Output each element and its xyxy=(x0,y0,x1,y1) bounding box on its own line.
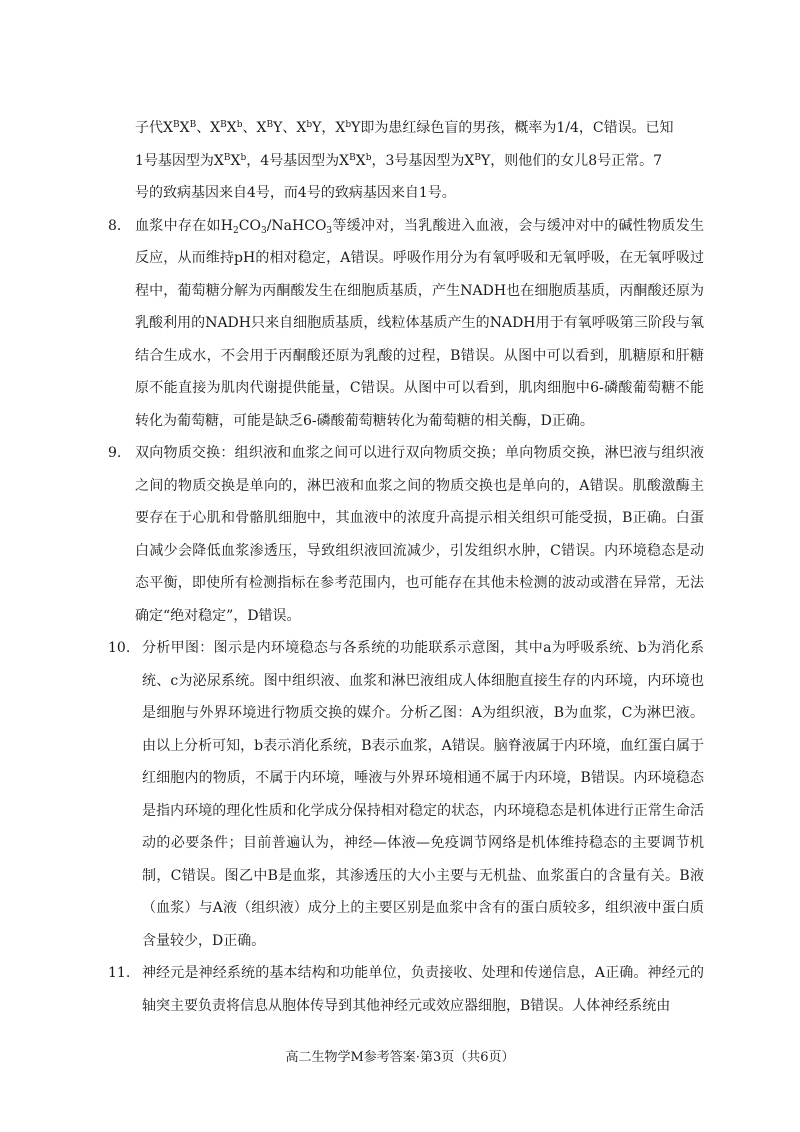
answer-item-9 xyxy=(108,437,704,632)
item-text: 分析甲图：图示是内环境稳态与各系统的功能联系示意图，其中a为呼吸系统、b为消化系统、c为泌尿系统。图中组织液、血浆和淋巴液组成人体细胞直接生存的内环境，内环境也是细胞与外界环境进行物质交换的媒介。分析乙图：A为组织液，B为血浆，C为淋巴液。由以上分析可知，b表示消化系统，B表示血浆，A错误。脑脊液属于内环境，血红蛋白属于红细胞内的物质，不属于内环境，唾液与外界环境相通不属于内环境，B错误。内环境稳态是指内环境的理化性质和化学成分保持相对稳定的状态，内环境稳态是机体进行正常生命活动的必要条件；目前普遍认为，神经—体液—免疫调节网络是机体维持稳态的主要调节机制，C错误。图乙中B是血浆，其渗透压的大小主要与无机盐、血浆蛋白的含量有关。B液（血浆）与A液（组织液）成分上的主要区别是血浆中含有的蛋白质较多，组织液中蛋白质含量较少，D正确。 xyxy=(142,640,704,949)
answer-item-11 xyxy=(108,957,704,1022)
answer-content xyxy=(108,112,704,1022)
answer-item-10 xyxy=(108,632,704,957)
page-footer: 高二生物学M参考答案·第3页（共6页） xyxy=(285,1050,515,1065)
answer-item-8 xyxy=(108,210,704,438)
item-number: 9. xyxy=(108,445,122,461)
item-text: 血浆中存在如$H_2CO_3/NaHCO_3$等缓冲对，当乳酸进入血液，会与缓冲对中的碱性物质发生反应，从而维持pH的相对稳定，A错误。呼吸作用分为有氧呼吸和无氧呼吸，在无氧呼吸过程中，葡萄糖分解为丙酮酸发生在细胞质基质，产生NADH也在细胞质基质，丙酮酸还原为乳酸利用的NADH只来自细胞质基质，线粒体基质产生的NADH用于有氧呼吸第三阶段与氧结合生成水，不会用于丙酮酸还原为乳酸的过程，B错误。从图中可以看到，肌糖原和肝糖原不能直接为肌肉代谢提供能量，C错误。从图中可以看到，肌肉细胞中6-磷酸葡萄糖不能转化为葡萄糖，可能是缺乏6-磷酸葡萄糖转化为葡萄糖的相关酶，D正确。 xyxy=(135,217,705,429)
item-text: 双向物质交换：组织液和血浆之间可以进行双向物质交换；单向物质交换，淋巴液与组织液之间的物质交换是单向的，淋巴液和血浆之间的物质交换也是单向的，A错误。肌酸激酶主要存在于心肌和骨骼肌细胞中，其血液中的浓度升高提示相关组织可能受损，B正确。白蛋白减少会降低血浆渗透压，导致组织液回流减少，引发组织水肿，C错误。内环境稳态是动态平衡，即使所有检测指标在参考范围内，也可能存在其他未检测的波动或潜在异常，无法确定“绝对稳定”，D错误。 xyxy=(135,445,704,624)
item-number: 8. xyxy=(108,217,122,234)
item-text: 神经元是神经系统的基本结构和功能单位，负责接收、处理和传递信息，A正确。神经元的轴突主要负责将信息从胞体传导到其他神经元或效应器细胞，B错误。人体神经系统由 xyxy=(142,965,704,1014)
item-number: 11. xyxy=(108,965,131,981)
continued-paragraph: 子代$X^BX^B$、$X^BX^b$、$X^BY$、$X^bY$，$X^bY$即为患红绿色盲的男孩，概率为1/4，C错误。已知 1号基因型为$X^BX^b$，4号基因型为$X^BX^b$，3号基因型为$X^BY$，则他们的女儿8号正常。7 号的致病基因来自4号，而4号的致病基因来自1号。 xyxy=(135,120,674,201)
item-number: 10. xyxy=(108,640,131,656)
